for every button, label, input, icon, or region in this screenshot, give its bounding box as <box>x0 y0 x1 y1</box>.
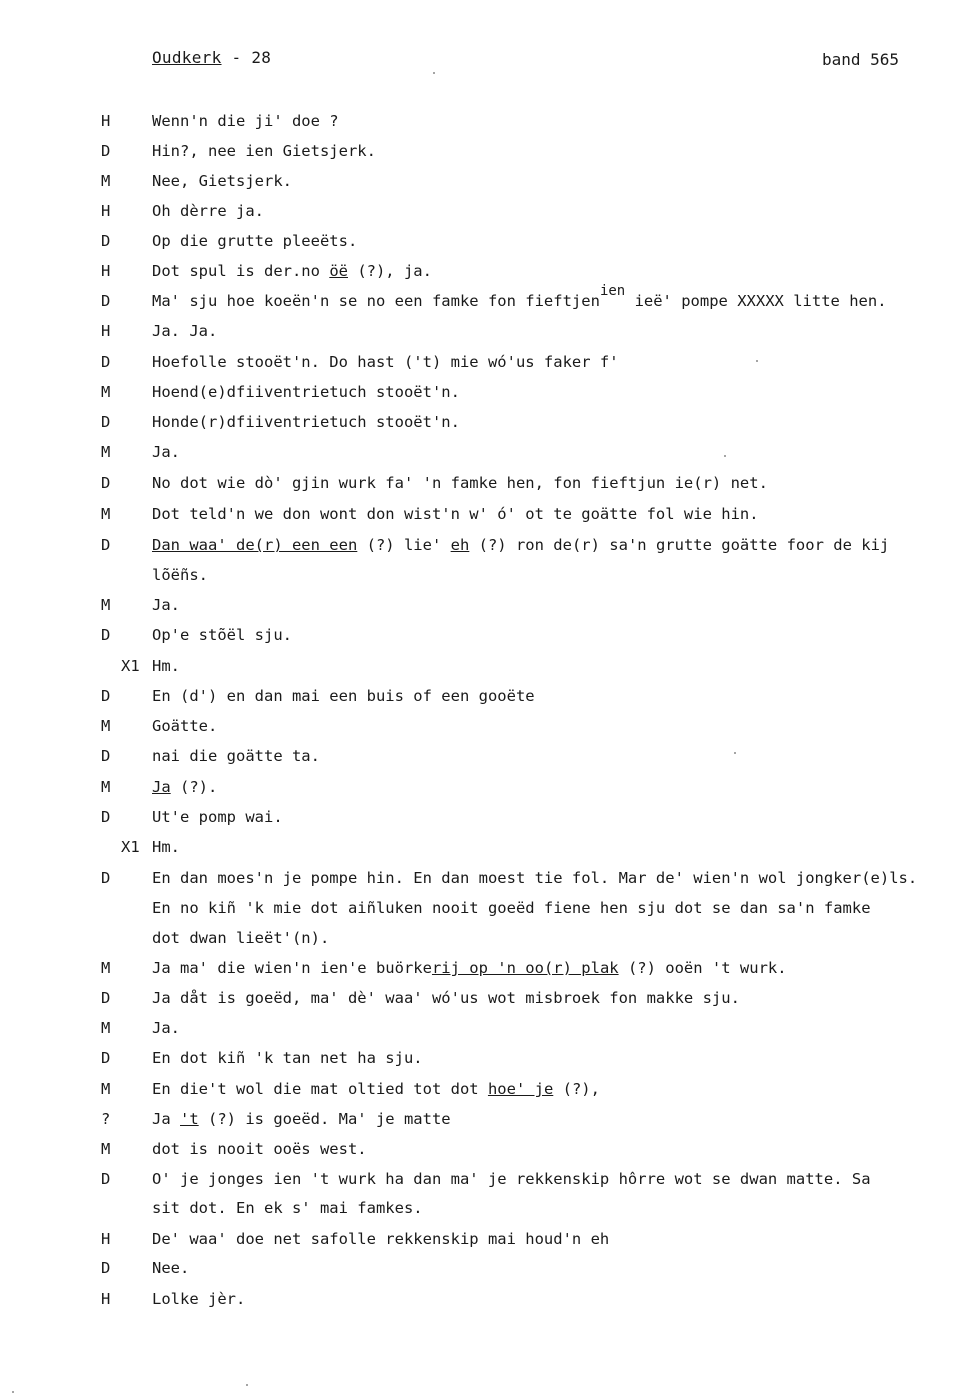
utterance: dot is nooit ooës west. <box>152 1140 367 1158</box>
transcript-line <box>0 746 979 776</box>
transcript-line <box>0 595 979 625</box>
transcript-line <box>0 201 979 231</box>
underlined-text: eh <box>450 536 470 554</box>
utterance-part: Ja ma' die wien'n ien'e buörke <box>152 959 432 977</box>
utterance-part: (?) ron de(r) sa'n grutte goätte foor de kij <box>469 536 890 554</box>
transcript-line <box>0 1289 979 1319</box>
utterance: En dot kiñ 'k tan net ha sju. <box>152 1049 423 1067</box>
transcript-line <box>0 656 979 686</box>
transcript-line <box>0 928 979 958</box>
scan-speck <box>734 752 736 754</box>
speaker-label: D <box>101 869 111 887</box>
utterance-part: (?), ja. <box>347 262 432 280</box>
transcript-line <box>0 283 979 321</box>
speaker-label: M <box>101 383 111 401</box>
transcript-line <box>0 1229 979 1259</box>
transcript-line <box>0 958 979 988</box>
transcript-line <box>0 352 979 382</box>
utterance: En dan moes'n je pompe hin. En dan moest tie fol. Mar de' wien'n wol jongker(e)ls. <box>152 869 918 887</box>
utterance: Hin?, nee ien Gietsjerk. <box>152 142 376 160</box>
transcript-line <box>0 261 979 291</box>
transcript-line <box>0 231 979 261</box>
utterance: Ja. Ja. <box>152 322 218 340</box>
utterance <box>152 777 217 797</box>
utterance <box>152 958 787 978</box>
utterance: Lolke jèr. <box>152 1290 246 1308</box>
speaker-label: M <box>101 172 111 190</box>
speaker-label: D <box>101 687 111 705</box>
utterance: Nee, Gietsjerk. <box>152 172 292 190</box>
utterance: Op'e stõël sju. <box>152 626 292 644</box>
speaker-label: M <box>101 717 111 735</box>
utterance-part: (?). <box>170 778 218 796</box>
speaker-label: M <box>101 505 111 523</box>
speaker-label: M <box>101 1019 111 1037</box>
utterance: sit dot. En ek s' mai famkes. <box>152 1199 423 1217</box>
interlinear-correction: ien <box>599 283 626 299</box>
speaker-label: X1 <box>121 657 140 675</box>
transcript-line <box>0 442 979 472</box>
page-header-title <box>152 48 271 67</box>
scan-speck <box>12 1391 14 1393</box>
utterance: Hm. <box>152 657 180 675</box>
transcript-line <box>0 171 979 201</box>
utterance: Nee. <box>152 1259 190 1277</box>
utterance: Ja. <box>152 443 180 461</box>
speaker-label: D <box>101 292 111 310</box>
speaker-label: H <box>101 262 111 280</box>
utterance: lõëñs. <box>152 566 208 584</box>
utterance: Hoefolle stooët'n. Do hast ('t) mie wó'us faker f' <box>152 353 619 371</box>
speaker-label: D <box>101 142 111 160</box>
utterance: O' je jonges ien 't wurk ha dan ma' je rekkenskip hôrre wot se dwan matte. Sa <box>152 1170 871 1188</box>
underlined-text: Dan waa' de(r) een een <box>152 536 358 554</box>
speaker-label: H <box>101 322 111 340</box>
utterance <box>152 261 432 281</box>
utterance: En no kiñ 'k mie dot aiñluken nooit goeëd fiene hen sju dot se dan sa'n famke <box>152 899 871 917</box>
utterance-part: ieë' pompe XXXXX litte hen. <box>625 292 887 310</box>
scan-speck <box>724 455 726 457</box>
utterance: Ja dåt is goeëd, ma' dè' waa' wó'us wot misbroek fon makke sju. <box>152 989 740 1007</box>
speaker-label: D <box>101 474 111 492</box>
speaker-label: M <box>101 1080 111 1098</box>
speaker-label: M <box>101 959 111 977</box>
utterance-part: (?) lie' <box>357 536 451 554</box>
speaker-label: D <box>101 989 111 1007</box>
transcript-line <box>0 898 979 928</box>
transcript-line <box>0 321 979 351</box>
utterance <box>152 535 889 555</box>
utterance-part: Dot spul is der.no <box>152 262 330 280</box>
transcript-line <box>0 777 979 807</box>
utterance: Wenn'n die ji' doe ? <box>152 112 339 130</box>
speaker-label: M <box>101 443 111 461</box>
underlined-text: Ja <box>152 778 171 796</box>
utterance <box>152 283 887 312</box>
utterance <box>152 1079 600 1099</box>
speaker-label: H <box>101 112 111 130</box>
transcript-line <box>0 1109 979 1139</box>
transcript-line <box>0 1018 979 1048</box>
transcript-line <box>0 111 979 141</box>
speaker-label: D <box>101 353 111 371</box>
utterance-part: (?) ooën 't wurk. <box>618 959 787 977</box>
utterance-part: (?) is goeëd. Ma' je matte <box>198 1110 451 1128</box>
transcript-line <box>0 141 979 171</box>
speaker-label: D <box>101 1049 111 1067</box>
utterance: Ut'e pomp wai. <box>152 808 283 826</box>
underlined-text: rij op 'n oo(r) plak <box>431 959 619 977</box>
underlined-text: öë <box>329 262 348 280</box>
utterance: Oh dèrre ja. <box>152 202 264 220</box>
transcript-line <box>0 868 979 898</box>
header-separator: - <box>221 48 252 67</box>
transcript-line <box>0 1258 979 1288</box>
speaker-label: D <box>101 808 111 826</box>
utterance-part: En die't wol die mat oltied tot dot <box>152 1080 488 1098</box>
utterance: Honde(r)dfiiventrietuch stooët'n. <box>152 413 460 431</box>
speaker-label: M <box>101 596 111 614</box>
utterance: nai die goätte ta. <box>152 747 320 765</box>
transcript-line <box>0 535 979 565</box>
utterance: De' waa' doe net safolle rekkenskip mai houd'n eh <box>152 1230 610 1248</box>
speaker-label: D <box>101 1259 111 1277</box>
utterance: Hm. <box>152 838 180 856</box>
speaker-label: D <box>101 747 111 765</box>
utterance <box>152 1109 451 1129</box>
transcript-line <box>0 837 979 867</box>
speaker-label: D <box>101 232 111 250</box>
underlined-text: hoe' je <box>487 1080 554 1098</box>
transcript-line <box>0 716 979 746</box>
utterance-part: Ja <box>152 1110 180 1128</box>
transcript-line <box>0 473 979 503</box>
transcript-line <box>0 504 979 534</box>
utterance: Goätte. <box>152 717 218 735</box>
utterance-part: (?), <box>553 1080 600 1098</box>
transcript-line <box>0 565 979 595</box>
band-number: band 565 <box>822 50 900 69</box>
transcript-line <box>0 1169 979 1199</box>
place-name: Oudkerk <box>152 48 222 67</box>
utterance: Ja. <box>152 596 180 614</box>
utterance: Op die grutte pleeëts. <box>152 232 358 250</box>
transcript-line <box>0 1079 979 1109</box>
transcript-line <box>0 1048 979 1078</box>
speaker-label: M <box>101 778 111 796</box>
transcript-line <box>0 1198 979 1228</box>
underlined-text: 't <box>180 1110 199 1128</box>
speaker-label: X1 <box>121 838 140 856</box>
utterance: Dot teld'n we don wont don wist'n w' ó' ot te goätte fol wie hin. <box>152 505 759 523</box>
speaker-label: D <box>101 1170 111 1188</box>
utterance: Ja. <box>152 1019 180 1037</box>
scan-speck <box>246 1384 248 1386</box>
speaker-label: H <box>101 1290 111 1308</box>
transcript-line <box>0 988 979 1018</box>
speaker-label: D <box>101 536 111 554</box>
speaker-label: D <box>101 413 111 431</box>
scan-speck <box>756 360 758 362</box>
speaker-label: ? <box>101 1110 111 1128</box>
transcript-line <box>0 1139 979 1169</box>
speaker-label: M <box>101 1140 111 1158</box>
speaker-label: D <box>101 626 111 644</box>
transcript-line <box>0 625 979 655</box>
utterance: dot dwan lieët'(n). <box>152 929 330 947</box>
transcript-line <box>0 807 979 837</box>
page-number: 28 <box>251 48 272 67</box>
speaker-label: H <box>101 202 111 220</box>
transcript-line <box>0 686 979 716</box>
utterance: No dot wie dò' gjin wurk fa' 'n famke hen, fon fieftjun ie(r) net. <box>152 474 768 492</box>
utterance: En (d') en dan mai een buis of een gooëte <box>152 687 535 705</box>
transcript-line <box>0 382 979 412</box>
utterance: Hoend(e)dfiiventrietuch stooët'n. <box>152 383 460 401</box>
scan-speck <box>433 72 435 74</box>
transcript-line <box>0 412 979 442</box>
speaker-label: H <box>101 1230 111 1248</box>
utterance-part: Ma' sju hoe koeën'n se no een famke fon fieftjen <box>152 292 600 310</box>
